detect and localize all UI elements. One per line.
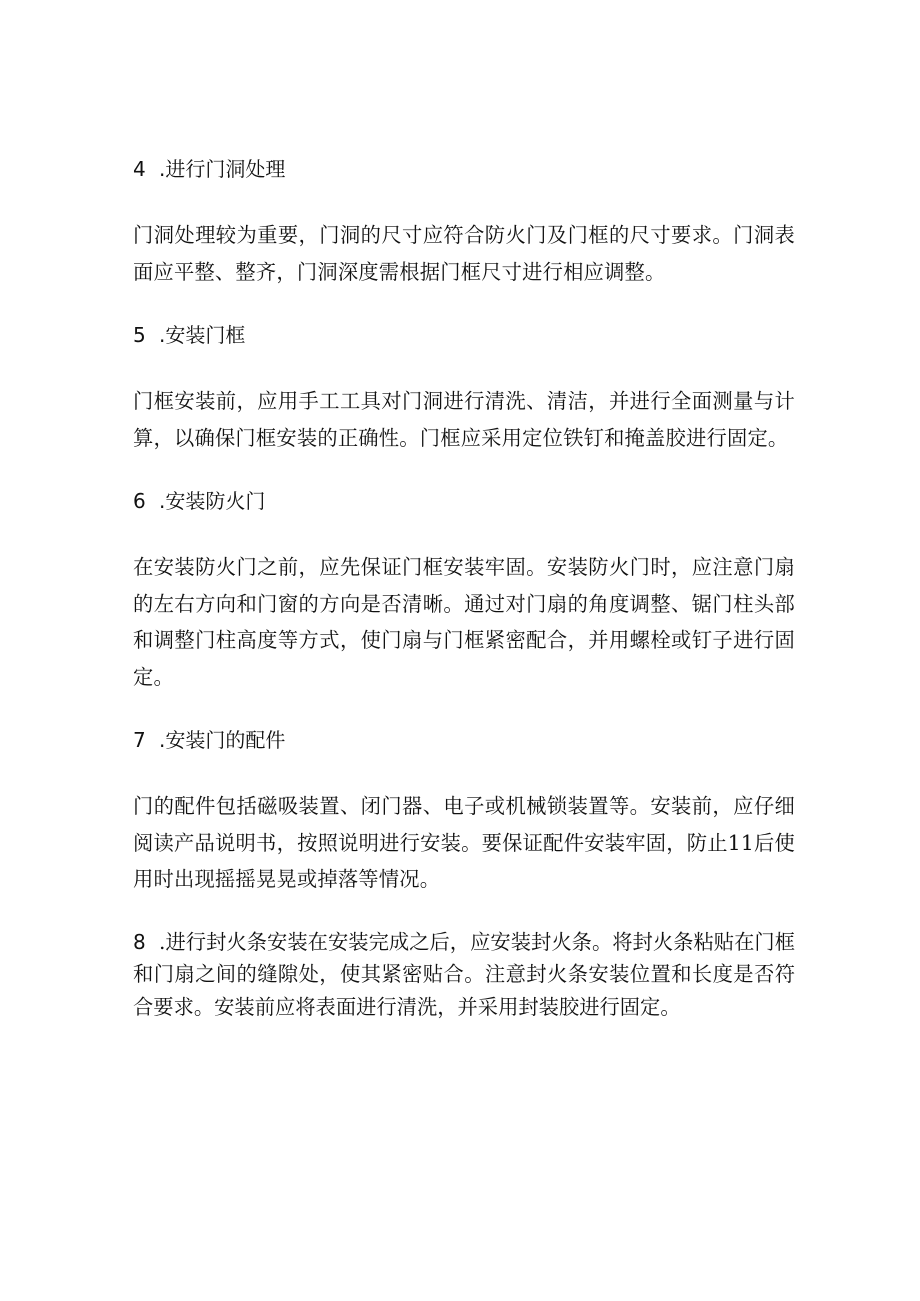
section-title: .安装门框 [159,323,246,347]
section-7 [133,723,795,898]
section-number: 6 [133,489,146,513]
section-title: .进行封火条安装 [159,929,308,954]
section-number: 7 [133,728,146,752]
section-number: 5 [133,323,146,347]
section-body: 在安装防火门之前，应先保证门框安装牢固。安装防火门时，应注意门扇的左右方向和门窗的方向是否清晰。通过对门扇的角度调整、锯门柱头部和调整门柱高度等方式，使门扇与门框紧密配合，并用螺栓或钉子进行固定。 [133,555,795,689]
section-body: 门洞处理较为重要，门洞的尺寸应符合防火门及门框的尺寸要求。门洞表面应平整、整齐，门洞深度需根据门框尺寸进行相应调整。 [133,223,795,284]
section-number: 4 [133,157,146,181]
section-heading [133,152,795,186]
section-5 [133,318,795,456]
section-body [133,926,795,1024]
document-content [133,152,795,1023]
section-title: .安装门的配件 [159,728,286,752]
section-title: .进行门洞处理 [159,157,286,181]
section-heading [133,484,795,518]
section-number: 8 [133,929,146,954]
section-title: .安装防火门 [159,489,266,513]
section-body: 门的配件包括磁吸装置、闭门器、电子或机械锁装置等。安装前，应仔细阅读产品说明书，按照说明进行安装。要保证配件安装牢固，防止11后使用时出现摇摇晃晃或掉落等情况。 [133,794,795,891]
section-8 [133,926,795,1024]
section-body-text: 在安装完成之后，应安装封火条。将封火条粘贴在门框和门扇之间的缝隙处，使其紧密贴合。注意封火条安装位置和长度是否符合要求。安装前应将表面进行清洗，并采用封装胶进行固定。 [133,929,795,1019]
section-6 [133,484,795,695]
section-body: 门框安装前，应用手工工具对门洞进行清洗、清洁，并进行全面测量与计算，以确保门框安装的正确性。门框应采用定位铁钉和掩盖胶进行固定。 [133,389,795,450]
section-heading [133,318,795,352]
section-4 [133,152,795,290]
section-heading [133,723,795,757]
